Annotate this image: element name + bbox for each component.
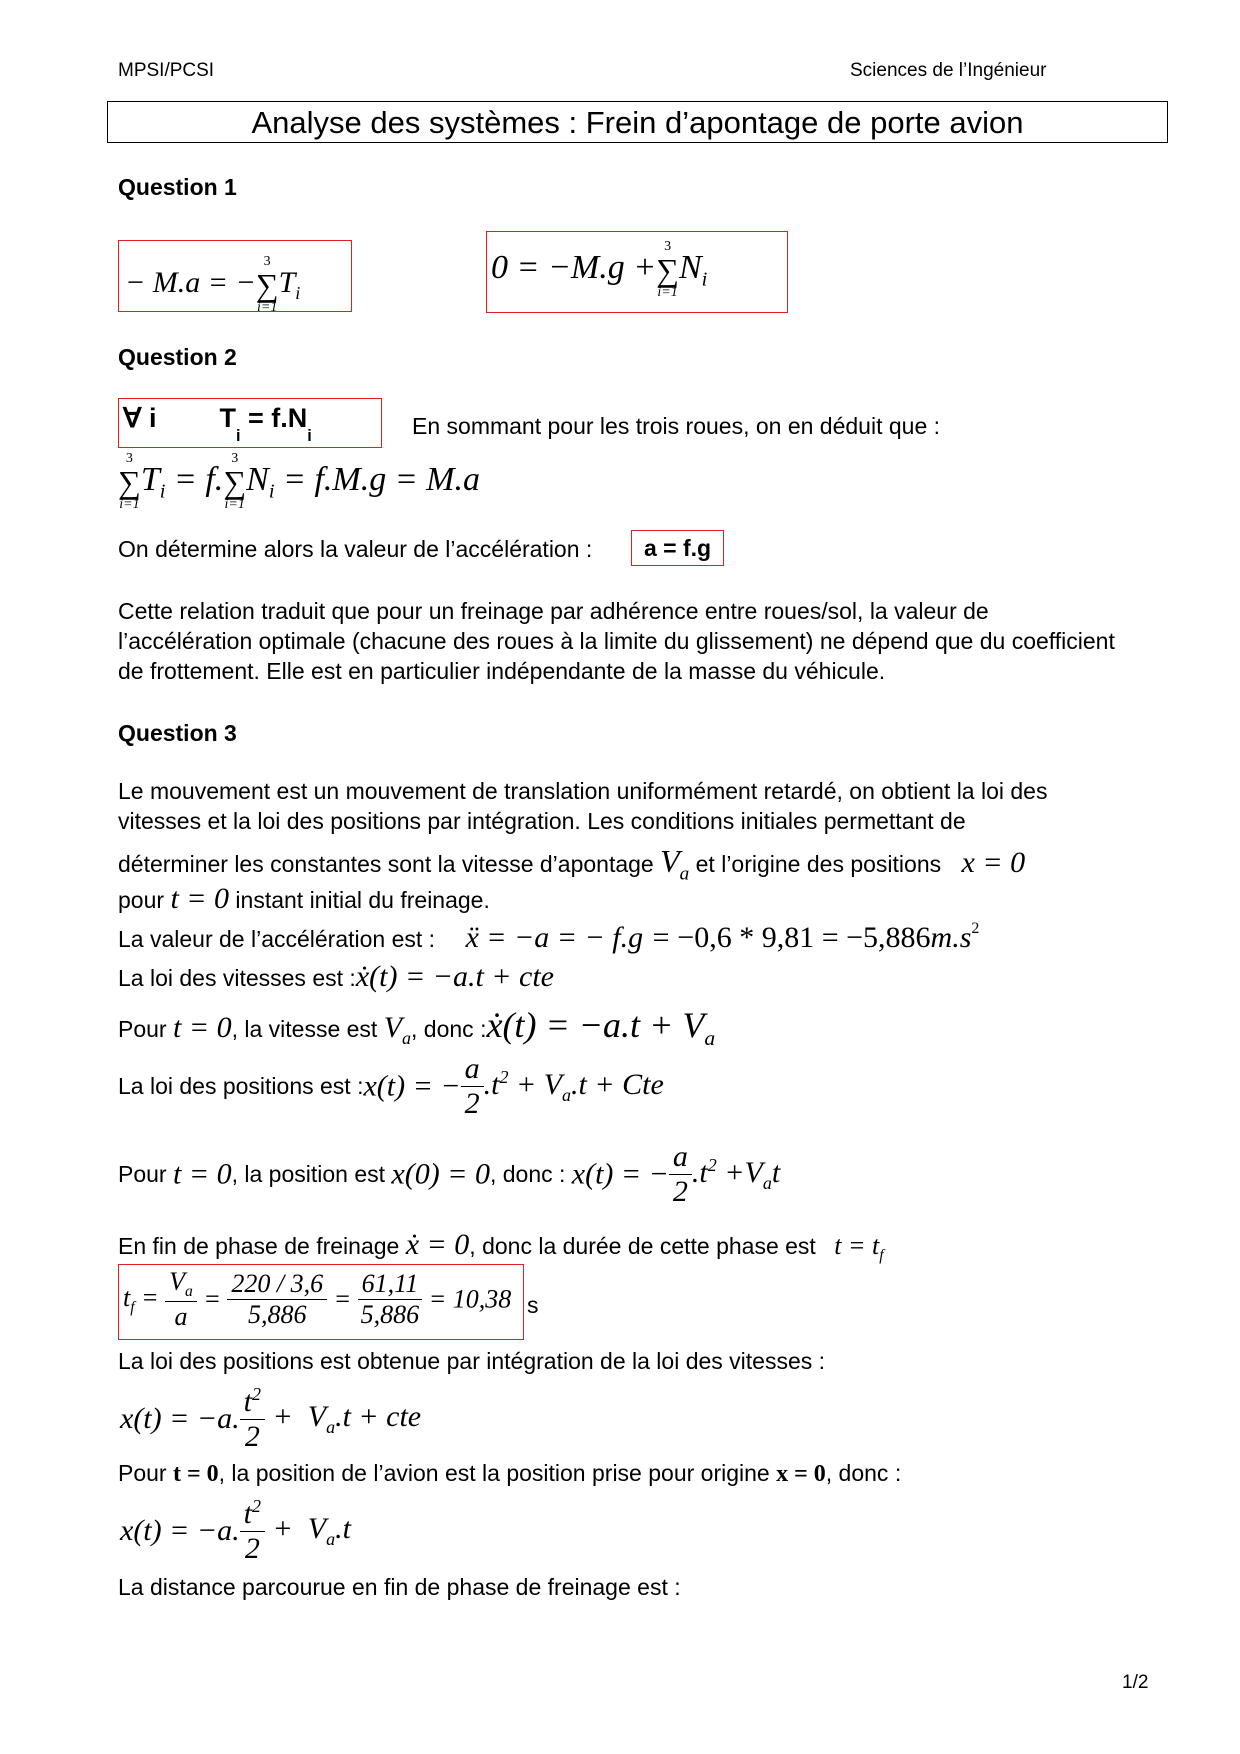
q3-p1e-text: instant initial du freinage. xyxy=(235,887,490,913)
q3-fin-label: En fin de phase de freinage xyxy=(118,1233,400,1259)
q3-accel-value: −0,6 * 9,81 = −5,886 xyxy=(677,921,931,954)
header-right: Sciences de l’Ingénieur xyxy=(850,60,1047,81)
q3-p1d-text: pour xyxy=(118,887,165,913)
q2-friction-law xyxy=(123,403,312,446)
question-2-heading: Question 2 xyxy=(118,344,237,370)
q3-position-equation-1: x(t) = −a. $\frac{t^2}{2}$ + $V_a.t$ + cte xyxy=(120,1384,422,1453)
q3-tf-result: = 10,38 xyxy=(428,1284,512,1314)
q3-velocity-law-line: La loi des vitesses est :ẋ(t) = −a.t + cte xyxy=(118,960,554,993)
q3-tf-equation: $t_f$ = $\frac{V_a}{a}$ = $\frac{220 / 3,6}{5,886}$ = $\frac{61,11}{5,886}$ = 10,38 xyxy=(123,1267,512,1332)
q2-sum-equation: 3 ∑ i=1 $T_i = f$. 3 ∑ i=1 $N_i = f.M.g = M.a$ xyxy=(118,451,480,512)
q3-vit-cond: , la vitesse est xyxy=(231,1016,378,1042)
q3-pos-label: La loi des positions est : xyxy=(118,1073,364,1099)
q3-p1b-text: déterminer les constantes sont la vitesse d’apontage xyxy=(118,851,654,877)
q3-tf-box xyxy=(118,1264,524,1340)
q3-origin-line: Pour t = 0, la position de l’avion est la position prise pour origine x = 0, donc : xyxy=(118,1460,902,1487)
q3-tf-num2: 61,11 xyxy=(358,1269,423,1300)
q3-donc-1: , donc : xyxy=(411,1016,487,1042)
q3-tf-den1: 5,886 xyxy=(247,1300,307,1330)
q2-friction-box xyxy=(118,398,382,448)
q3-paragraph-1: Le mouvement est un mouvement de translation uniformément retardé, on obtient la loi des vitesses et la loi des positions par intégration. Les conditions initiales permettant de xyxy=(118,778,1048,834)
q3-pour-label-2: Pour xyxy=(118,1161,167,1187)
q3-accel-unit: m.s xyxy=(930,921,972,954)
q3-tf-unit: s xyxy=(527,1292,539,1318)
page-number: 1/2 xyxy=(1122,1672,1149,1693)
q1-equation-2: 0 = −M.g + 3 ∑ i=1 $N_i$ xyxy=(491,239,708,300)
q3-pour-label-1: Pour xyxy=(118,1016,167,1042)
q2-paragraph: Cette relation traduit que pour un freinage par adhérence entre roues/sol, la valeur de l’accélération optimale (chacune des roues à la limite du glissement) ne dépend que du coefficient de frottement. Elle est en particulier indépendante de la masse du véhicule. xyxy=(118,598,1115,684)
q3-vit-label: La loi des vitesses est : xyxy=(118,965,356,991)
t-subscript: i xyxy=(236,427,241,446)
q3-velocity-cond-line: Pour t = 0, la vitesse est $V_a$, donc :ẋ(t) = $-a.t + V_a$ xyxy=(118,1005,716,1051)
q3-p1c-text: et l’origine des positions xyxy=(695,851,942,877)
q3-accel-label: La valeur de l’accélération est : xyxy=(118,926,436,952)
q2-sum-text: En sommant pour les trois roues, on en déduit que : xyxy=(412,413,941,439)
question-1-heading: Question 1 xyxy=(118,174,237,200)
q3-accel-line: La valeur de l’accélération est : ẍ = −a = − $f.g = -0,6 * 9,81 = -5,886m.s^2$ xyxy=(118,920,980,954)
t-symbol: T xyxy=(219,403,237,433)
forall-text: ∀ i xyxy=(123,403,157,433)
header-left: MPSI/PCSI xyxy=(118,60,215,81)
q3-pos-cond: , la position est xyxy=(231,1161,385,1187)
q3-integration-text: La loi des positions est obtenue par intégration de la loi des vitesses : xyxy=(118,1348,826,1374)
q3-origin-text1: , la position de l’avion est la position prise pour origine xyxy=(218,1460,770,1486)
q3-position-law-line: La loi des positions est :x(t) = − $\frac{a}{2}$ $.t^2 + V_a.t$ + Cte xyxy=(118,1052,664,1120)
q3-tf-den2: 5,886 xyxy=(360,1300,420,1330)
q1-equation-2-box xyxy=(486,231,788,313)
q3-paragraph-1-line4: pour t = 0 instant initial du freinage. xyxy=(118,882,490,915)
q3-paragraph-1-line3: déterminer les constantes sont la vitesse d’apontage $V_a$ et l’origine des positions x = 0 xyxy=(118,843,1026,885)
equals-fn: = f.N xyxy=(248,403,308,433)
q3-end-phase-line: En fin de phase de freinage ẋ = 0, donc la durée de cette phase est $t = t_f$ xyxy=(118,1228,884,1265)
q1-equation-1-box xyxy=(118,240,352,315)
n-subscript: i xyxy=(307,427,312,446)
q3-fin-text: , donc la durée de cette phase est xyxy=(469,1233,816,1259)
q3-position-equation-2: x(t) = −a. $\frac{t^2}{2}$ + $V_a.t$ xyxy=(120,1496,351,1565)
q1-equation-1: − M.a = − 3 ∑ i=1 $T_i$ xyxy=(125,254,301,315)
page-title: Analyse des systèmes : Frein d’apontage de porte avion xyxy=(107,101,1168,143)
q3-origin-text2: , donc : xyxy=(825,1460,902,1486)
q3-tf-num1: 220 / 3,6 xyxy=(227,1269,327,1300)
q3-donc-2: , donc : xyxy=(489,1161,566,1187)
q3-distance-text: La distance parcourue en fin de phase de freinage est : xyxy=(118,1574,681,1600)
q2-accel-box: a = f.g xyxy=(631,530,724,566)
q2-accel-text: On détermine alors la valeur de l’accélération : xyxy=(118,536,593,562)
q3-position-cond-line: Pour t = 0, la position est x(0) = 0, donc : x(t) = − $\frac{a}{2}$ $.t^2 +V_at$ xyxy=(118,1140,781,1208)
q3-pour-label-3: Pour xyxy=(118,1460,167,1486)
question-3-heading: Question 3 xyxy=(118,720,237,746)
